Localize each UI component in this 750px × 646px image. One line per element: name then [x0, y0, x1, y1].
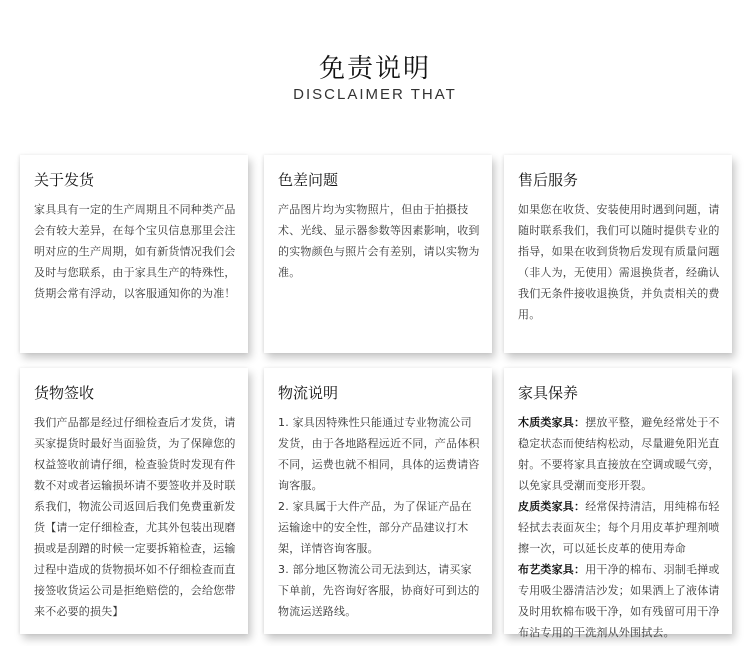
card-title: 色差问题	[278, 171, 339, 189]
card-title: 货物签收	[34, 384, 95, 402]
card-shipping	[20, 155, 248, 353]
card-title: 家具保养	[518, 384, 579, 402]
page-title: 免责说明	[318, 54, 431, 84]
card-title: 售后服务	[518, 171, 579, 189]
card-title: 物流说明	[278, 384, 339, 402]
maintenance-section-wood	[518, 412, 722, 496]
card-color-difference	[264, 155, 492, 353]
card-title: 关于发货	[34, 171, 95, 189]
logistics-paragraph: 1. 家具因特殊性只能通过专业物流公司发货，由于各地路程远近不同，产品体积不同，运费也就不相同，具体的运费请咨询客服。	[278, 416, 480, 492]
card-after-sales	[504, 155, 732, 353]
card-body: 我们产品都是经过仔细检查后才发货，请买家提货时最好当面验货，为了保障您的权益签收前请仔细，检查验货时发现有件数不对或者运输损坏请不要签收并及时联系我们，物流公司返回后我们免费重新发货【请一定仔细检查，尤其外包装出现磨损或是刮蹭的时候一定要拆箱检查，运输过程中造成的货物损坏如不仔细检查而直接签收货运公司是拒绝赔偿的，会给您带来不必要的损失】	[34, 416, 236, 618]
section-text: 用干净的棉布、羽制毛掸或专用吸尘器清洁沙发；如果洒上了液体请及时用软棉布吸干净，如有残留可用干净布沾专用的干洗剂从外围拭去。	[518, 563, 720, 639]
section-text: 摆放平整，避免经常处于不稳定状态而使结构松动，尽量避免阳光直射。不要将家具直接放在空调或暖气旁，以免家具受潮而变形开裂。	[518, 416, 720, 492]
card-body: 产品图片均为实物照片，但由于拍摄技术、光线、显示器参数等因素影响，收到的实物颜色与照片会有差别，请以实物为准。	[278, 203, 480, 279]
page-subtitle: DISCLAIMER THAT	[293, 86, 457, 103]
card-body	[278, 412, 482, 622]
card-receipt	[20, 368, 248, 634]
maintenance-section-fabric	[518, 559, 722, 643]
card-body: 家具具有一定的生产周期且不同种类产品会有较大差异，在每个宝贝信息那里会注明对应的生产周期，如有新货情况我们会及时与您联系，由于家具生产的特殊性，货期会常有浮动，以客服通知你的为准！	[34, 203, 236, 300]
card-logistics	[264, 368, 492, 634]
section-label: 布艺类家具：	[518, 563, 586, 576]
logistics-paragraph: 2. 家具属于大件产品，为了保证产品在运输途中的安全性，部分产品建议打木架，详情咨询客服。	[278, 500, 472, 555]
maintenance-section-leather	[518, 496, 722, 559]
card-body	[518, 412, 722, 643]
card-body: 如果您在收货、安装使用时遇到问题，请随时联系我们，我们可以随时提供专业的指导，如果在收到货物后发现有质量问题（非人为，无使用）需退换货者，经确认我们无条件接收退换货，并负责相关的费用。	[518, 203, 720, 321]
logistics-paragraph: 3. 部分地区物流公司无法到达，请买家下单前，先咨询好客服，协商好可到达的物流运送路线。	[278, 563, 480, 618]
section-text: 经常保持清洁，用纯棉布轻轻拭去表面灰尘；每个月用皮革护理剂喷擦一次，可以延长皮革的使用寿命	[518, 500, 720, 555]
section-label: 皮质类家具：	[518, 500, 586, 513]
section-label: 木质类家具：	[518, 416, 586, 429]
card-maintenance	[504, 368, 732, 639]
